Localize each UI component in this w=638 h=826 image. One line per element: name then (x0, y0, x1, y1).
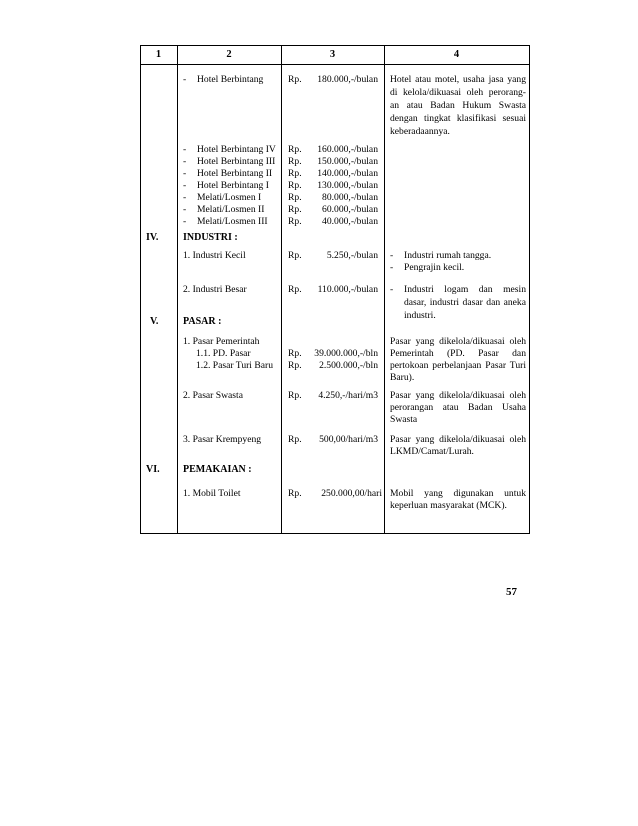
section-number-iv: IV. (146, 232, 159, 243)
col-border-3 (384, 45, 385, 534)
hotel-item-price: 40.000,-/bulan (322, 216, 378, 227)
list-dash: - (183, 156, 187, 167)
section-number-vi: VI. (146, 464, 160, 475)
list-dash: - (183, 192, 187, 203)
currency-label: Rp. (288, 434, 302, 445)
hotel-desc-line: di kelola/dikuasai oleh perorang- (390, 87, 526, 98)
table-bottom-border (140, 533, 530, 534)
pasar-krempyeng-desc: Pasar yang dikelola/dikuasai oleh (390, 434, 526, 445)
col-border-left (140, 45, 141, 534)
currency-label: Rp. (288, 180, 302, 191)
hotel-desc-line: keberadaannya. (390, 126, 450, 137)
pasar-pemerintah-desc: Pemerintah (PD. Pasar dan (390, 348, 526, 359)
list-dash: - (390, 284, 394, 295)
header-col-2: 2 (226, 49, 232, 60)
currency-label: Rp. (288, 192, 302, 203)
currency-label: Rp. (288, 144, 302, 155)
pasar-krempyeng-price: 500,00/hari/m3 (319, 434, 378, 445)
industri-besar-desc: dasar, industri dasar dan aneka (404, 297, 526, 308)
header-bottom-border (140, 64, 530, 65)
pasar-swasta-desc: Swasta (390, 414, 418, 425)
header-col-4: 4 (453, 49, 460, 60)
hotel-item-price: 60.000,-/bulan (322, 204, 378, 215)
pasar-turi-price: 2.500.000,-/bln (319, 360, 378, 371)
hotel-item-label: Hotel Berbintang III (197, 156, 276, 167)
industri-besar-price: 110.000,-/bulan (317, 284, 378, 295)
list-dash: - (183, 180, 187, 191)
pasar-pd-price: 39.000.000,-/bln (314, 348, 378, 359)
list-dash: - (183, 168, 187, 179)
pasar-pemerintah-desc: Pasar yang dikelola/dikuasai oleh (390, 336, 526, 347)
hotel-item-price: 130.000,-/bulan (317, 180, 378, 191)
pasar-turi-label: 1.2. Pasar Turi Baru (196, 360, 274, 371)
list-dash: - (390, 250, 394, 261)
section-title-pasar: PASAR : (183, 316, 222, 327)
list-dash: - (183, 74, 187, 85)
hotel-desc-line: dengan tingkat klasifikasi sesuai (390, 113, 526, 124)
list-dash: - (183, 204, 187, 215)
currency-label: Rp. (288, 250, 302, 261)
currency-label: Rp. (288, 156, 302, 167)
hotel-item-label: Melati/Losmen I (197, 192, 262, 203)
currency-label: Rp. (288, 168, 302, 179)
section-title-industri: INDUSTRI : (183, 232, 238, 243)
section-title-pemakaian: PEMAKAIAN : (183, 464, 252, 475)
pasar-pemerintah-label: 1. Pasar Pemerintah (183, 336, 260, 347)
hotel-main-price: 180.000,-/bulan (317, 74, 378, 85)
pasar-krempyeng-desc: LKMD/Camat/Lurah. (390, 446, 474, 457)
hotel-item-label: Hotel Berbintang I (197, 180, 269, 191)
header-col-1: 1 (155, 49, 162, 60)
hotel-item-price: 150.000,-/bulan (317, 156, 378, 167)
mobil-toilet-desc: keperluan masyarakat (MCK). (390, 500, 507, 511)
hotel-desc-line: an atau Badan Hukum Swasta (390, 100, 526, 111)
pasar-pemerintah-desc: pertokoan perbelanjaan Pasar Turi (390, 360, 526, 371)
mobil-toilet-price: 250.000,00/hari (321, 488, 382, 499)
pasar-swasta-desc: perorangan atau Badan Usaha (390, 402, 526, 413)
pasar-pd-label: 1.1. PD. Pasar (196, 348, 251, 359)
industri-besar-desc: industri. (404, 310, 436, 321)
pasar-swasta-desc: Pasar yang dikelola/dikuasai oleh (390, 390, 526, 401)
list-dash: - (183, 144, 187, 155)
currency-label: Rp. (288, 360, 302, 371)
industri-besar-desc: Industri logam dan mesin (404, 284, 526, 295)
page-number: 57 (506, 586, 517, 598)
col-border-1 (177, 45, 178, 534)
currency-label: Rp. (288, 390, 302, 401)
currency-label: Rp. (288, 348, 302, 359)
hotel-item-label: Melati/Losmen II (197, 204, 265, 215)
industri-kecil-desc: Industri rumah tangga. (404, 250, 492, 261)
pasar-pemerintah-desc: Baru). (390, 372, 415, 383)
currency-label: Rp. (288, 216, 302, 227)
col-border-2 (281, 45, 282, 534)
hotel-item-price: 140.000,-/bulan (317, 168, 378, 179)
industri-kecil-desc: Pengrajin kecil. (404, 262, 465, 273)
pasar-swasta-label: 2. Pasar Swasta (183, 390, 243, 401)
currency-label: Rp. (288, 488, 302, 499)
industri-kecil-label: 1. Industri Kecil (183, 250, 246, 261)
industri-kecil-price: 5.250,-/bulan (326, 250, 378, 261)
hotel-item-label: Melati/Losmen III (197, 216, 268, 227)
list-dash: - (183, 216, 187, 227)
hotel-item-price: 160.000,-/bulan (317, 144, 378, 155)
section-number-v: V. (150, 316, 159, 327)
currency-label: Rp. (288, 204, 302, 215)
hotel-item-label: Hotel Berbintang IV (197, 144, 276, 155)
hotel-desc-line: Hotel atau motel, usaha jasa yang (390, 74, 526, 85)
currency-label: Rp. (288, 74, 302, 85)
table-top-border (140, 45, 530, 46)
pasar-krempyeng-label: 3. Pasar Krempyeng (183, 434, 262, 445)
header-col-3: 3 (329, 49, 336, 60)
hotel-item-price: 80.000,-/bulan (322, 192, 378, 203)
col-border-right (529, 45, 530, 534)
mobil-toilet-desc: Mobil yang digunakan untuk (390, 488, 526, 499)
mobil-toilet-label: 1. Mobil Toilet (183, 488, 241, 499)
currency-label: Rp. (288, 284, 302, 295)
hotel-main-label: Hotel Berbintang (197, 74, 264, 85)
pasar-swasta-price: 4.250,-/hari/m3 (318, 390, 378, 401)
industri-besar-label: 2. Industri Besar (183, 284, 247, 295)
list-dash: - (390, 262, 394, 273)
hotel-item-label: Hotel Berbintang II (197, 168, 273, 179)
